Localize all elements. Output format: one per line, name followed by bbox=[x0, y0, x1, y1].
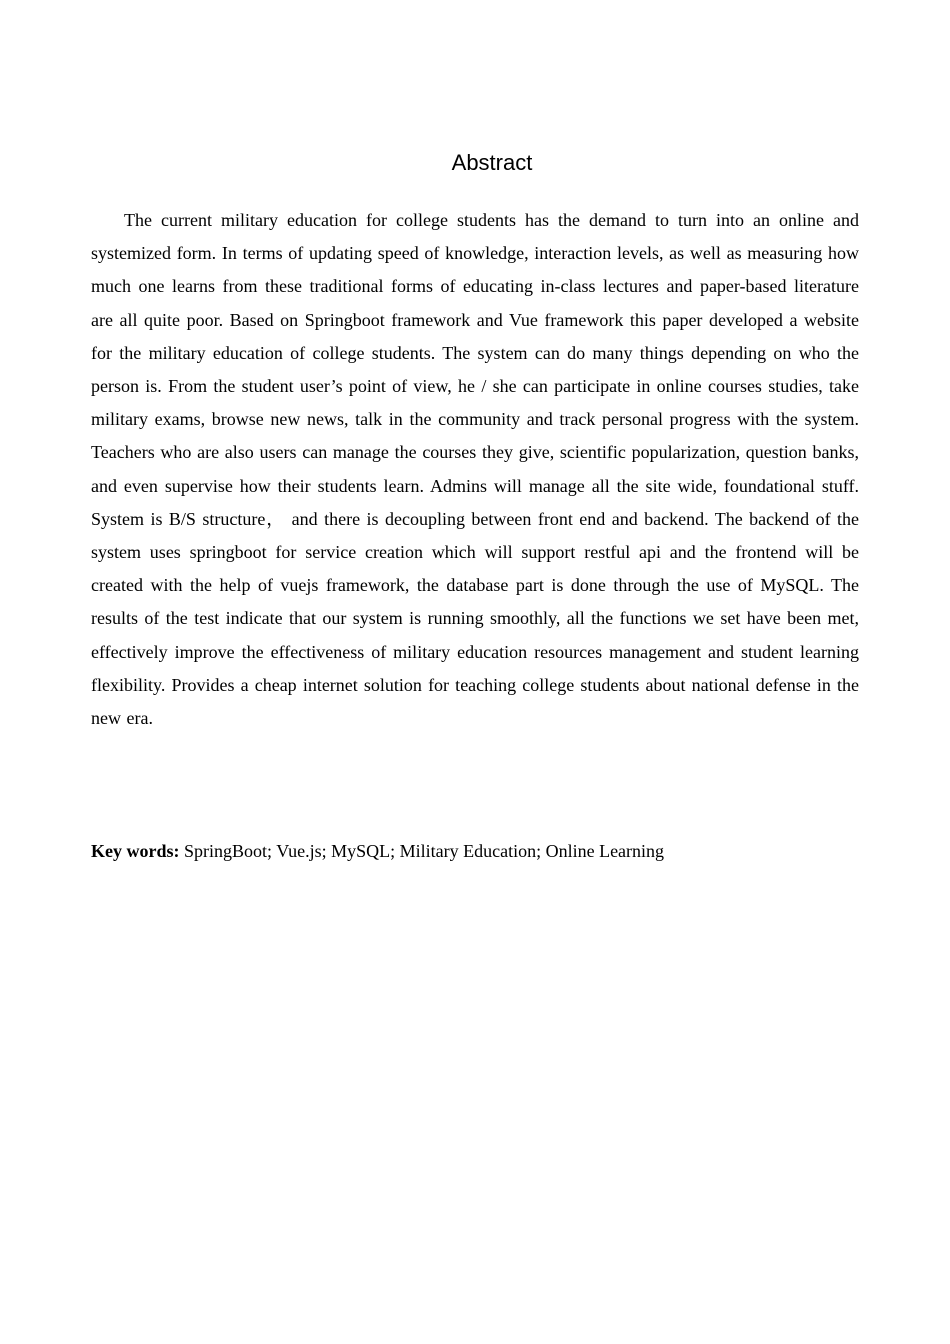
keywords-value: SpringBoot; Vue.js; MySQL; Military Education; Online Learning bbox=[179, 841, 665, 861]
keywords-label: Key words: bbox=[91, 841, 180, 861]
keywords-line bbox=[91, 836, 859, 866]
abstract-body: The current military education for college students has the demand to turn into an online and systemized form. In terms of updating speed of knowledge, interaction levels, as well as measuring how much one learns from these traditional forms of educating in-class lectures and paper-based literature are all quite poor. Based on Springboot framework and Vue framework this paper developed a website for the military education of college students. The system can do many things depending on who the person is. From the student user’s point of view, he / she can participate in online courses studies, take military exams, browse new news, talk in the community and track personal progress with the system. Teachers who are also users can manage the courses they give, scientific popularization, question banks, and even supervise how their students learn. Admins will manage all the site wide, foundational stuff. System is B/S structure， and there is decoupling between front end and backend. The backend of the system uses springboot for service creation which will support restful api and the frontend will be created with the help of vuejs framework, the database part is done through the use of MySQL. The results of the test indicate that our system is running smoothly, all the functions we set have been met, effectively improve the effectiveness of military education resources management and student learning flexibility. Provides a cheap internet solution for teaching college students about national defense in the new era. bbox=[91, 210, 859, 729]
abstract-title: Abstract bbox=[451, 150, 533, 175]
